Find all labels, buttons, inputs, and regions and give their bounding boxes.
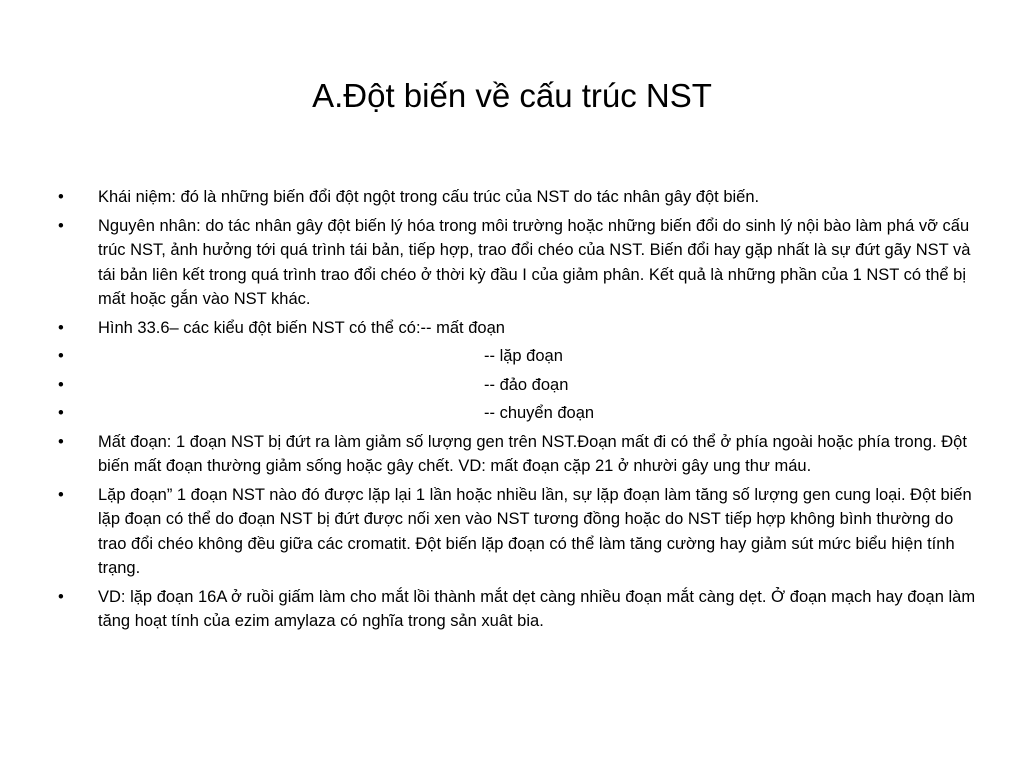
- bullet-list: [58, 185, 978, 638]
- bullet-icon: •: [58, 404, 64, 422]
- bullet-text: -- đảo đoạn: [484, 375, 569, 394]
- bullet-item-example: [58, 585, 978, 634]
- bullet-text: VD: lặp đoạn 16A ở ruồi giấm làm cho mắt lồi thành mắt dẹt càng nhiều đoạn mắt càng dẹt. Ở đoạn mạch hay đoạn làm tăng hoạt tính của ezim amylaza có nghĩa trong sản xuât bia.: [98, 587, 976, 630]
- bullet-icon: •: [58, 485, 64, 504]
- bullet-item-inversion-type: [58, 373, 978, 398]
- bullet-item-figure: [58, 316, 978, 341]
- bullet-icon: •: [58, 432, 64, 451]
- bullet-icon: •: [58, 216, 64, 235]
- bullet-item-definition: [58, 185, 978, 210]
- bullet-item-translocation-type: [58, 401, 978, 426]
- bullet-text: Mất đoạn: 1 đoạn NST bị đứt ra làm giảm số lượng gen trên NST.Đoạn mất đi có thể ở phía ngoài hoặc phía trong. Đột biến mất đoạn thường giảm sống hoặc gây chết. VD: mất đoạn cặp 21 ở nhười gây ung thư máu.: [98, 432, 967, 475]
- bullet-item-duplication: [58, 483, 978, 581]
- bullet-icon: •: [58, 347, 64, 365]
- bullet-icon: •: [58, 587, 64, 606]
- bullet-text: Khái niệm: đó là những biến đổi đột ngột trong cấu trúc của NST do tác nhân gây đột biến.: [98, 188, 760, 206]
- bullet-text: Nguyên nhân: do tác nhân gây đột biến lý hóa trong môi trường hoặc những biến đổi do sinh lý nội bào làm phá vỡ cấu trúc NST, ảnh hưởng tới quá trình tái bản, tiếp hợp, trao đổi chéo của NST. Biến đổi hay gặp nhất là sự đứt gãy NST và tái bản liên kết trong quá trình trao đổi chéo ở thời kỳ đầu I của giảm phân. Kết quả là những phần của 1 NST có thể bị mất hoặc gắn vào NST khác.: [98, 216, 971, 308]
- bullet-icon: •: [58, 188, 64, 206]
- bullet-text: -- chuyển đoạn: [484, 404, 595, 422]
- bullet-icon: •: [58, 375, 64, 394]
- bullet-text: Hình 33.6– các kiểu đột biến NST có thể có:-- mất đoạn: [98, 318, 505, 337]
- bullet-item-deletion: [58, 430, 978, 479]
- bullet-text: Lặp đoạn” 1 đoạn NST nào đó được lặp lại 1 lần hoặc nhiều lần, sự lặp đoạn làm tăng số lượng gen cung loại. Đột biến lặp đoạn có thể do đoạn NST bị đứt được nối xen vào NST tương đồng hoặc do NST tiếp hợp không bình thường do trao đổi chéo không đều giữa các cromatit. Đột biến lặp đoạn có thể làm tăng cường hay giảm sút mức biểu hiện tính trạng.: [98, 485, 972, 577]
- bullet-text: -- lặp đoạn: [484, 347, 563, 365]
- slide-title: A.Đột biến về cấu trúc NST: [312, 77, 712, 114]
- bullet-icon: •: [58, 318, 64, 337]
- bullet-item-cause: [58, 214, 978, 312]
- bullet-item-duplication-type: [58, 344, 978, 369]
